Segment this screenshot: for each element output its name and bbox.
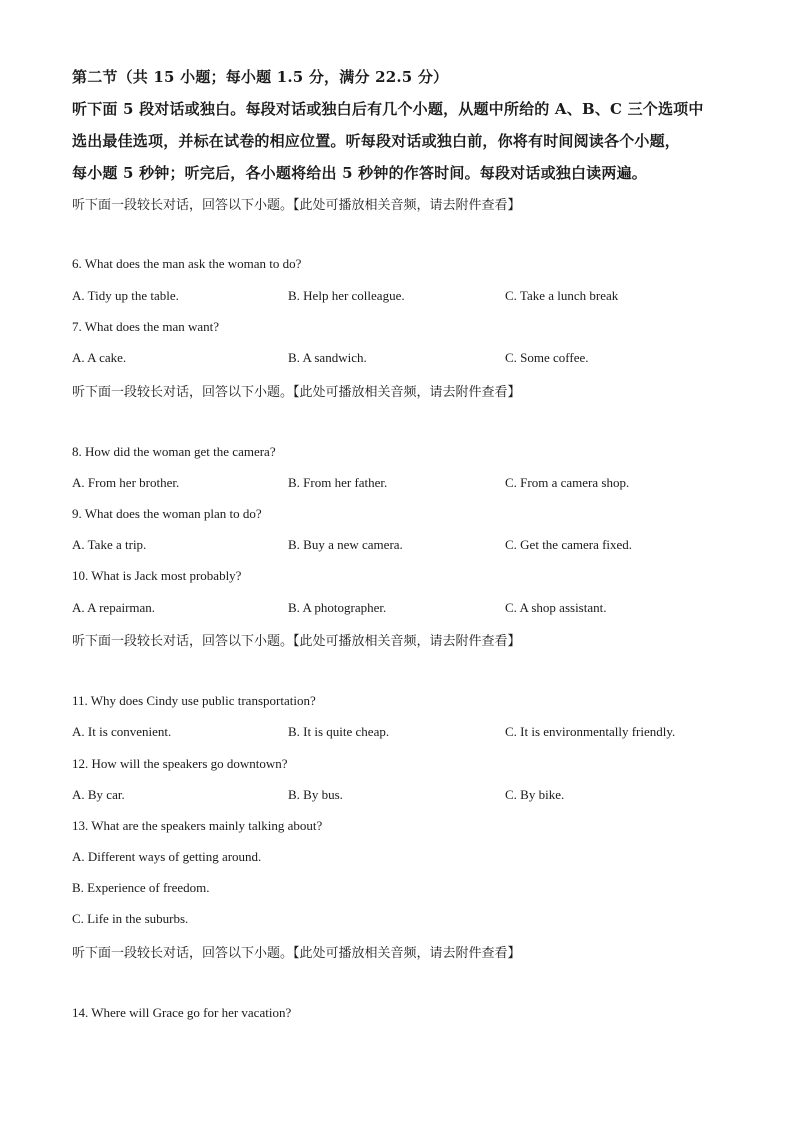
audio-note-1: 听下面一段较长对话，回答以下小题。【此处可播放相关音频，请去附件查看】 bbox=[72, 198, 521, 213]
question-9-option-a: A. Take a trip. bbox=[72, 537, 147, 552]
question-11-option-c: C. It is environmentally friendly. bbox=[505, 724, 676, 739]
question-10: 10. What is Jack most probably? bbox=[72, 568, 242, 583]
question-12-option-b: B. By bus. bbox=[288, 787, 343, 802]
question-8: 8. How did the woman get the camera? bbox=[72, 444, 276, 459]
instruction-line-1: 听下面 5 段对话或独白。每段对话或独白后有几个小题，从题中所给的 A、B、C 三个选项中 bbox=[72, 100, 704, 118]
question-10-option-c: C. A shop assistant. bbox=[505, 600, 607, 615]
question-14: 14. Where will Grace go for her vacation? bbox=[72, 1005, 292, 1020]
question-6: 6. What does the man ask the woman to do? bbox=[72, 256, 302, 271]
question-8-option-a: A. From her brother. bbox=[72, 475, 180, 490]
question-8-option-b: B. From her father. bbox=[288, 475, 388, 490]
question-12-option-c: C. By bike. bbox=[505, 787, 565, 802]
question-13-option-b: B. Experience of freedom. bbox=[72, 880, 210, 895]
question-12-option-a: A. By car. bbox=[72, 787, 125, 802]
section-title: 第二节（共 15 小题；每小题 1.5 分，满分 22.5 分） bbox=[72, 68, 449, 86]
instruction-line-2: 选出最佳选项，并标在试卷的相应位置。听每段对话或独白前，你将有时间阅读各个小题， bbox=[72, 132, 681, 150]
instruction-line-3: 每小题 5 秒钟；听完后，各小题将给出 5 秒钟的作答时间。每段对话或独白读两遍。 bbox=[72, 164, 647, 182]
question-13-option-a: A. Different ways of getting around. bbox=[72, 849, 262, 864]
question-11-option-b: B. It is quite cheap. bbox=[288, 724, 390, 739]
question-6-option-c: C. Take a lunch break bbox=[505, 288, 619, 303]
question-8-option-c: C. From a camera shop. bbox=[505, 475, 630, 490]
question-10-option-a: A. A repairman. bbox=[72, 600, 156, 615]
question-6-option-a: A. Tidy up the table. bbox=[72, 288, 179, 303]
question-6-option-b: B. Help her colleague. bbox=[288, 288, 405, 303]
question-12: 12. How will the speakers go downtown? bbox=[72, 756, 288, 771]
question-9-option-c: C. Get the camera fixed. bbox=[505, 537, 633, 552]
question-9-option-b: B. Buy a new camera. bbox=[288, 537, 403, 552]
audio-note-2: 听下面一段较长对话，回答以下小题。【此处可播放相关音频，请去附件查看】 bbox=[72, 385, 521, 400]
question-7: 7. What does the man want? bbox=[72, 319, 220, 334]
audio-note-4: 听下面一段较长对话，回答以下小题。【此处可播放相关音频，请去附件查看】 bbox=[72, 946, 521, 961]
question-11-option-a: A. It is convenient. bbox=[72, 724, 172, 739]
question-13: 13. What are the speakers mainly talking about? bbox=[72, 818, 323, 833]
question-7-option-a: A. A cake. bbox=[72, 350, 127, 365]
question-13-option-c: C. Life in the suburbs. bbox=[72, 911, 189, 926]
question-9: 9. What does the woman plan to do? bbox=[72, 506, 262, 521]
question-10-option-b: B. A photographer. bbox=[288, 600, 387, 615]
question-11: 11. Why does Cindy use public transportation? bbox=[72, 693, 316, 708]
audio-note-3: 听下面一段较长对话，回答以下小题。【此处可播放相关音频，请去附件查看】 bbox=[72, 634, 521, 649]
question-7-option-b: B. A sandwich. bbox=[288, 350, 367, 365]
question-7-option-c: C. Some coffee. bbox=[505, 350, 589, 365]
